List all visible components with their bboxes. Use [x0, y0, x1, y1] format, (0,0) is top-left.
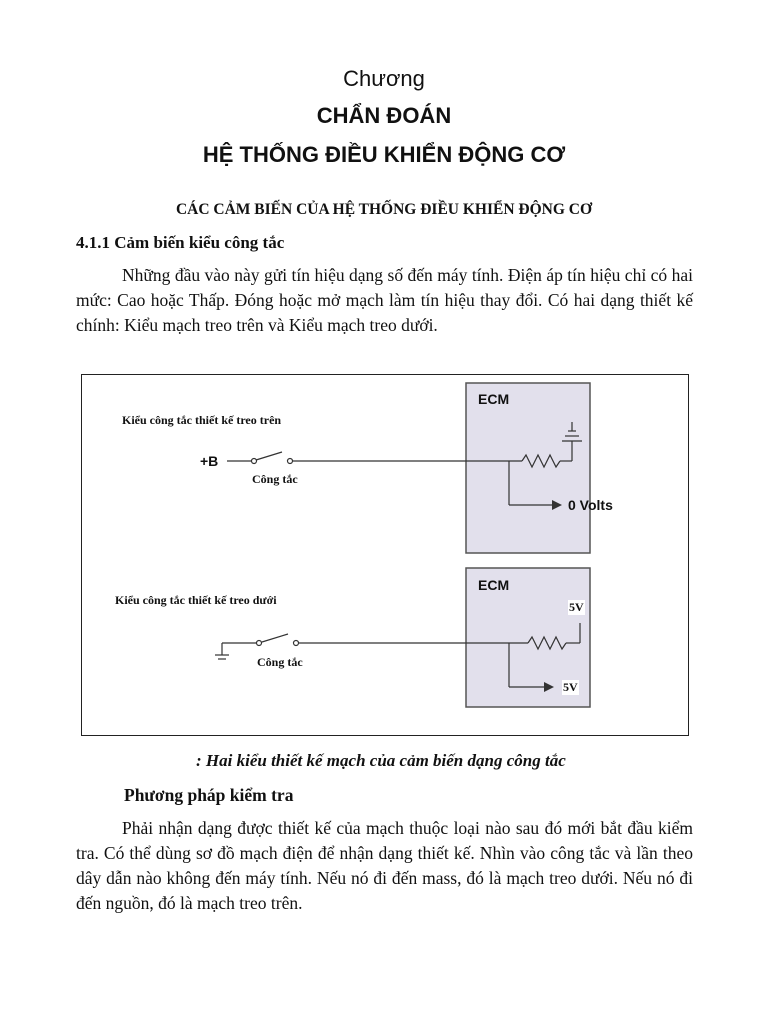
- section-title: CÁC CẢM BIẾN CỦA HỆ THỐNG ĐIỀU KHIỂN ĐỘNG CƠ: [175, 201, 593, 218]
- top-switch-label: Công tắc: [252, 472, 298, 486]
- supply-label: +B: [200, 453, 219, 469]
- chapter-title: CHẨN ĐOÁN: [316, 103, 452, 128]
- bottom-output-label: 5V: [563, 680, 578, 694]
- chapter-label: Chương: [343, 66, 425, 91]
- bottom-switch-label: Công tắc: [257, 655, 303, 669]
- chapter-subtitle: HỆ THỐNG ĐIỀU KHIỂN ĐỘNG CƠ: [202, 142, 566, 167]
- switch-circuit-figure: [81, 374, 689, 736]
- bottom-circuit-title: Kiểu công tắc thiết kế treo dưới: [115, 593, 277, 607]
- reference-voltage-label: 5V: [569, 600, 584, 614]
- figure-caption: : Hai kiểu thiết kế mạch của cảm biến dạng công tắc: [196, 751, 566, 770]
- test-method-heading: Phương pháp kiểm tra: [124, 785, 294, 805]
- test-method-paragraph: Phải nhận dạng được thiết kế của mạch thuộc loại nào sau đó mới bắt đầu kiểm tra. Có thể dùng sơ đồ mạch điện để nhận dạng thiết kế. Nhìn vào công tắc và lần theo dây dẫn nào không đến máy tính. Nếu nó đi đến mass, đó là mạch treo dưới. Nếu nó đi đến nguồn, đó là mạch treo trên.: [76, 818, 693, 913]
- bottom-ecm-label: ECM: [478, 577, 510, 593]
- ecm-block-top: [466, 383, 590, 553]
- circuit-diagram: [82, 375, 689, 736]
- intro-paragraph: Những đầu vào này gửi tín hiệu dạng số đến máy tính. Điện áp tín hiệu chỉ có hai mức: Cao hoặc Thấp. Đóng hoặc mở mạch làm tín hiệu thay đổi. Có hai dạng thiết kế chính: Kiểu mạch treo trên và Kiểu mạch treo dưới.: [76, 265, 693, 335]
- top-output-label: 0 Volts: [568, 497, 613, 513]
- top-ecm-label: ECM: [478, 391, 510, 407]
- subsection-heading: 4.1.1 Cảm biến kiểu công tắc: [76, 233, 285, 252]
- top-circuit-title: Kiểu công tắc thiết kế treo trên: [122, 413, 282, 427]
